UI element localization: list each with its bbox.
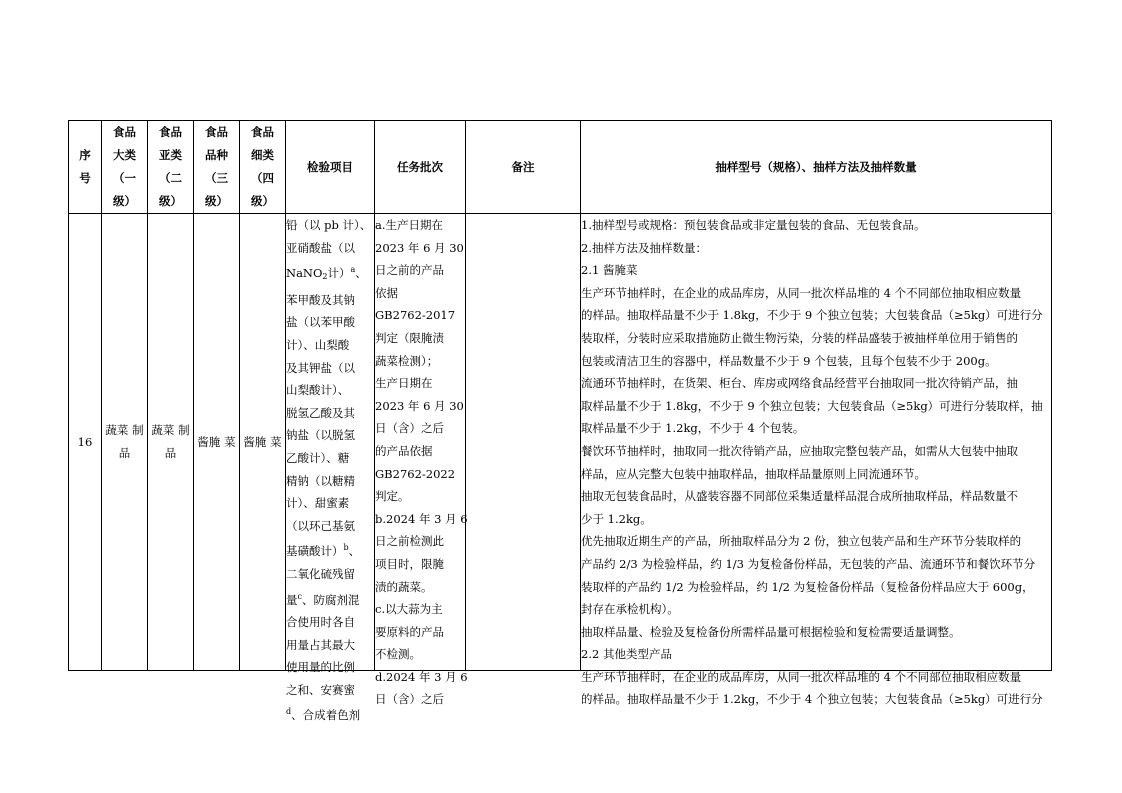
row-category-level4: 酱腌 菜: [240, 214, 286, 671]
header-category-level4: 食品 细类 （四 级）: [240, 121, 286, 214]
header-remark: 备注: [466, 121, 581, 214]
row-task-batch: a.生产日期在 2023 年 6 月 30 日之前的产品 依据 GB2762-2017 判定（限腌渍 蔬菜检测）； 生产日期在 2023 年 6 月 30 日（含）之后 的产品依据 GB2762-2022 判定。 b.2024 年 3 月 6 日之前检测此 项目时，限腌 渍的蔬菜。 c.以大蒜为主 要原料的产品 不检测。 d.2024 年 3 月 6 日（含）之后: [375, 214, 466, 671]
row-test-items: 铅（以 pb 计）、 亚硝酸盐（以 NaNO$_2$计）$^a$、 苯甲酸及其钠 盐（以苯甲酸 计）、山梨酸 及其钾盐（以 山梨酸计）、 脱氢乙酸及其 钠盐（以脱氢 乙酸计）、糖 精钠（以糖精 计）、甜蜜素 （以环己基氨 基磺酸计）$^b$、 二氧化硫残留 量$^c$、防腐剂混 合使用时各自 用量占其最大 使用量的比例 之和、安赛蜜 $^d$、合成着色剂: [286, 214, 375, 671]
sampling-table: [68, 120, 1052, 723]
header-test-items: 检验项目: [286, 121, 375, 214]
header-category-level2: 食品 亚类 （二 级）: [148, 121, 194, 214]
row-category-level3: 酱腌 菜: [194, 214, 240, 671]
row-category-level1: 蔬菜 制品: [102, 214, 148, 671]
header-category-level3: 食品 品种 （三 级）: [194, 121, 240, 214]
header-seq: 序 号: [69, 121, 102, 214]
table-row: [69, 214, 1052, 671]
header-sampling: 抽样型号（规格）、抽样方法及抽样数量: [581, 121, 1052, 214]
header-category-level1: 食品 大类 （一 级）: [102, 121, 148, 214]
row-remark: [466, 214, 581, 671]
row-category-level2: 蔬菜 制品: [148, 214, 194, 671]
header-row: [69, 121, 1052, 214]
header-task-batch: 任务批次: [375, 121, 466, 214]
row-seq: 16: [69, 214, 102, 671]
row-sampling: 1.抽样型号或规格：预包装食品或非定量包装的食品、无包装食品。 2.抽样方法及抽样数量： 2.1 酱腌菜 生产环节抽样时，在企业的成品库房，从同一批次样品堆的 4 个不同部位抽取相应数量 的样品。抽取样品量不少于 1.8kg，不少于 9 个独立包装；大包装食品（≥5kg）可进行分 装取样，分装时应采取措施防止微生物污染，分装的样品盛装于被抽样单位用于销售的 包装或清洁卫生的容器中，样品数量不少于 9 个包装，且每个包装不少于 200g。 流通环节抽样时，在货架、柜台、库房或网络食品经营平台抽取同一批次待销产品，抽 取样品量不少于 1.8kg，不少于 9 个独立包装；大包装食品（≥5kg）可进行分装取样，抽 取样品量不少于 1.2kg，不少于 4 个包装。 餐饮环节抽样时，抽取同一批次待销产品，应抽取完整包装产品，如需从大包装中抽取 样品，应从完整大包装中抽取样品，抽取样品量原则上同流通环节。 抽取无包装食品时，从盛装容器不同部位采集适量样品混合成所抽取样品，样品数量不 少于 1.2kg。 优先抽取近期生产的产品，所抽取样品分为 2 份，独立包装产品和生产环节分装取样的 产品约 2/3 为检验样品，约 1/3 为复检备份样品，无包装的产品、流通环节和餐饮环节分 装取样的产品约 1/2 为检验样品，约 1/2 为复检备份样品（复检备份样品应大于 600g， 封存在承检机构）。 抽取样品量、检验及复检备份所需样品量可根据检验和复检需要适量调整。 2.2 其他类型产品 生产环节抽样时，在企业的成品库房，从同一批次样品堆的 4 个不同部位抽取相应数量 的样品。抽取样品量不少于 1.2kg，不少于 4 个独立包装；大包装食品（≥5kg）可进行分: [581, 214, 1052, 671]
